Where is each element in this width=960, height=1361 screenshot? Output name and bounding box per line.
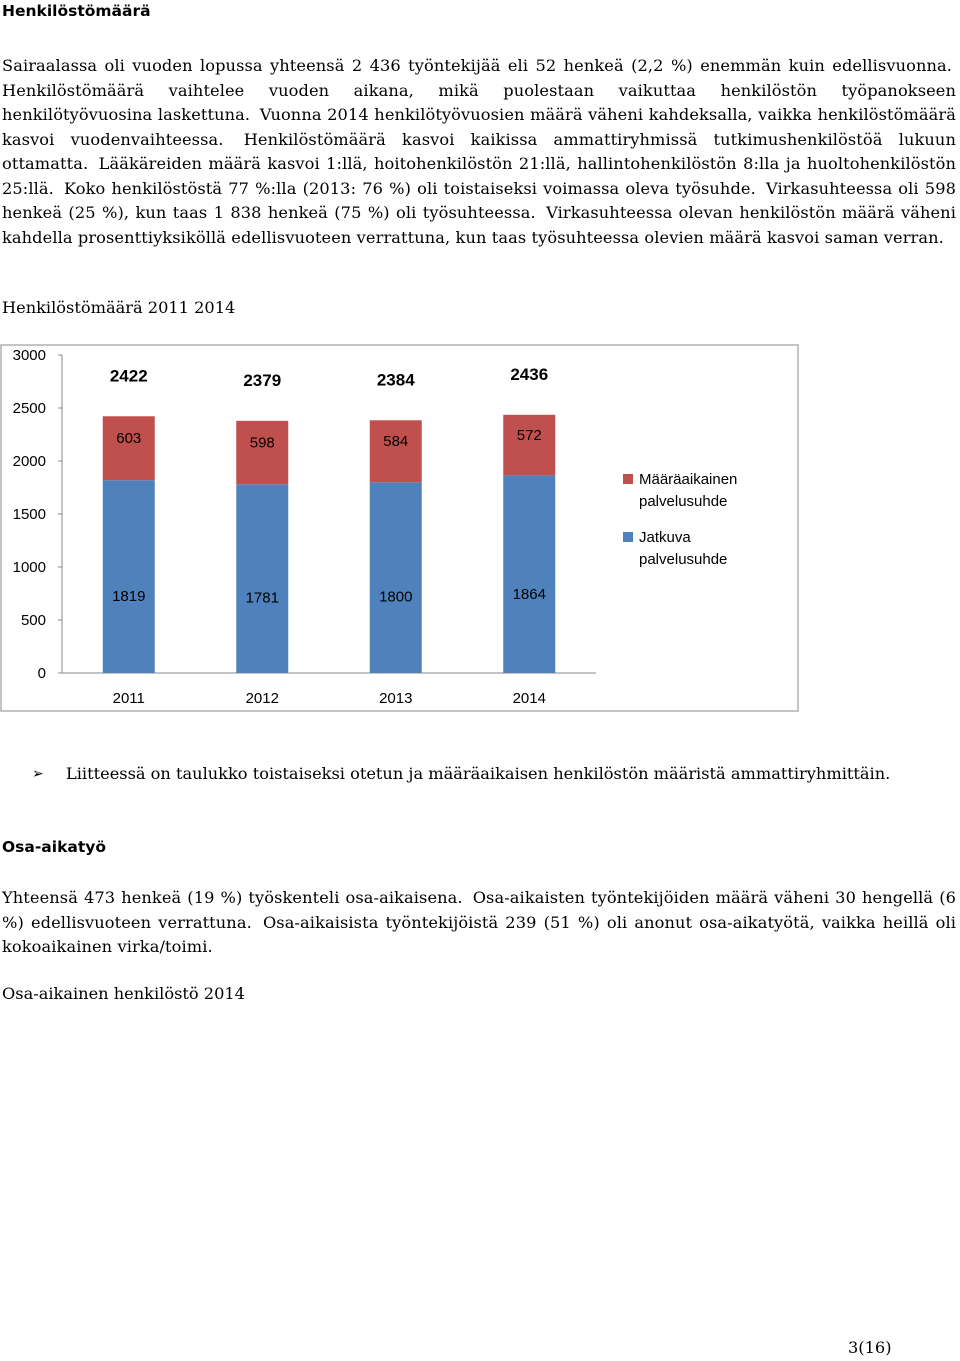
page-number: 3(16) [848, 1338, 892, 1357]
x-tick-label: 2013 [379, 690, 413, 707]
bullet-item [32, 764, 890, 783]
bar-segment [103, 416, 155, 480]
data-label: 572 [516, 427, 542, 445]
sentence: Osa-aikaisista työntekijöistä 239 (51 %) oli anonut osa-aikatyötä, vaikka heillä oli kokoaikainen virka/toimi. [2, 912, 957, 956]
osa-aikatyo-paragraph [2, 886, 956, 960]
sentence: Koko henkilöstöstä 77 %:lla (2013: 76 %) oli toistaiseksi voimassa oleva työsuhde. [64, 178, 756, 198]
bar-segment [103, 480, 155, 673]
y-tick-label: 0 [37, 665, 46, 682]
arrow-bullet-icon: ➢ [32, 765, 44, 782]
data-label: 598 [249, 434, 275, 452]
staff-chart [0, 330, 960, 730]
sentence: Sairaalassa oli vuoden lopussa yhteensä 2 436 työntekijää eli 52 henkeä (2,2 %) enemmän kuin edellisvuonna. [2, 56, 952, 75]
total-label: 2422 [109, 366, 148, 386]
total-label: 2384 [376, 370, 415, 390]
henkilostomaara-paragraph [2, 54, 956, 250]
legend-swatch [623, 474, 633, 484]
bar-segment [370, 482, 422, 673]
section-heading-osa-aikatyo: Osa-aikatyö [2, 838, 106, 856]
sentence: Vuonna 2014 henkilötyövuosien määrä väheni kahdeksalla, vaikka henkilöstömäärä kasvoi vuodenvaihteessa. [2, 105, 957, 149]
bar-segment [503, 475, 555, 673]
sentence: Virkasuhteessa oli 598 henkeä (25 %), kun taas 1 838 henkeä (75 %) oli työsuhteessa. [2, 178, 956, 222]
y-tick-label: 500 [20, 612, 46, 629]
bar-segment [236, 484, 288, 673]
total-label: 2379 [243, 370, 282, 390]
bar-segment [236, 421, 288, 484]
y-tick-label: 3000 [12, 347, 46, 364]
x-tick-label: 2014 [512, 690, 546, 707]
data-label: 1781 [245, 589, 279, 607]
sentence: Virkasuhteessa olevan henkilöstön määrä väheni kahdella prosenttiyksiköllä edellisvuoteen verrattuna, kun taas työsuhteessa olevien määrä kasvoi saman verran. [2, 203, 956, 247]
sentence: Osa-aikaisten työntekijöiden määrä väheni 30 hengellä (6 %) edellisvuoteen verrattuna. [2, 888, 957, 932]
legend-label-line: Määräaikainen [639, 471, 738, 488]
legend-label-line: palvelusuhde [639, 551, 728, 568]
data-label: 584 [383, 433, 409, 451]
bar-segment [370, 420, 422, 482]
stacked-bar-chart [0, 330, 960, 730]
y-tick-label: 2000 [12, 453, 46, 470]
legend-swatch [623, 532, 633, 542]
y-tick-label: 1500 [12, 506, 46, 523]
sentence: Henkilöstömäärä vaihtelee vuoden aikana, mikä puolestaan vaikuttaa henkilöstön työpanokseen henkilötyövuosina laskettuna. [2, 80, 956, 124]
chart-caption: Henkilöstömäärä 2011 2014 [2, 298, 236, 317]
sentence: Lääkäreiden määrä kasvoi 1:llä, hoitohenkilöstön 21:llä, hallintohenkilöstön 8:lla ja huoltohenkilöstön 25:llä. [2, 154, 956, 198]
section-heading-henkilostomaara: Henkilöstömäärä [2, 2, 151, 20]
sentence: Yhteensä 473 henkeä (19 %) työskenteli osa-aikaisena. [2, 888, 463, 907]
sentence: Henkilöstömäärä kasvoi kaikissa ammattiryhmissä tutkimushenkilöstöä lukuun ottamatta. [2, 129, 956, 173]
y-tick-label: 2500 [12, 400, 46, 417]
x-tick-label: 2011 [112, 690, 145, 707]
data-label: 603 [116, 430, 142, 448]
y-tick-label: 1000 [12, 559, 46, 576]
bullet-text: Liitteessä on taulukko toistaiseksi otetun ja määräaikaisen henkilöstön määristä ammattiryhmittäin. [66, 764, 891, 783]
part-time-caption: Osa-aikainen henkilöstö 2014 [2, 984, 245, 1003]
legend-label-line: Jatkuva [639, 529, 691, 546]
data-label: 1800 [379, 588, 413, 606]
total-label: 2436 [510, 364, 549, 384]
x-tick-label: 2012 [245, 690, 279, 707]
data-label: 1864 [512, 585, 546, 603]
bar-segment [503, 415, 555, 476]
data-label: 1819 [112, 587, 146, 605]
legend-label-line: palvelusuhde [639, 493, 728, 510]
